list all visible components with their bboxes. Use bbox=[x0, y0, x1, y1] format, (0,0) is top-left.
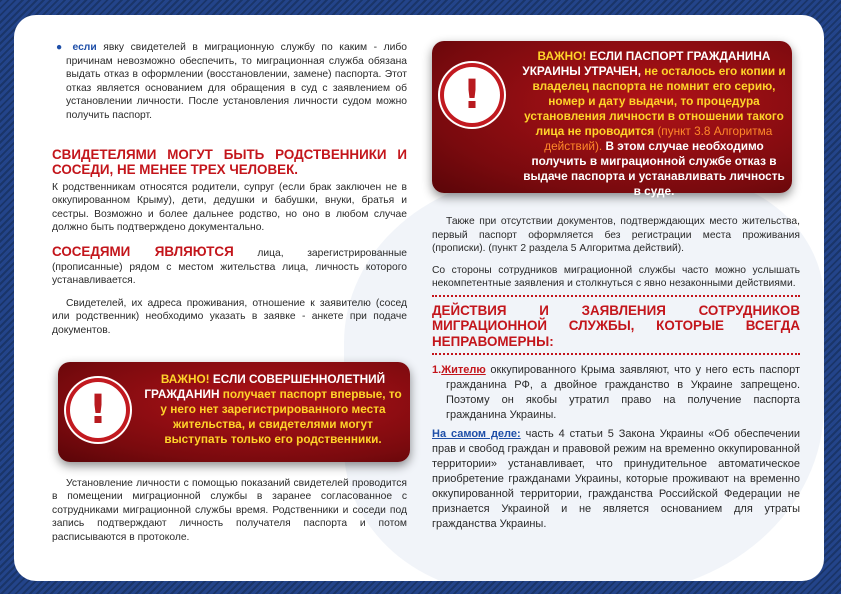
paragraph-staff: Со стороны сотрудников миграционной службы часто можно услышать некомпетентные заявления и столкнуться с явно незаконными действиями. bbox=[432, 264, 800, 290]
left-column bbox=[52, 41, 407, 544]
lead-if: если bbox=[72, 42, 97, 53]
paragraph-protocol: Установление личности с помощью показаний свидетелей проводится в помещении миграционной службы в заранее согласованное с сотрудниками миграционной службы время. Родственники и соседи под запись подтверждают личность получателя паспорта и потом расписываются в протоколе. bbox=[52, 477, 407, 543]
list-item-1 bbox=[432, 363, 800, 423]
paragraph-relatives: К родственникам относятся родители, супруг (если брак заключен не в оккупированном Крыму), дети, дедушки и бабушки, внуки, братья и сестры. Возможно и более дальнее родство, но оно в любом случае должно быть подтверждено документально. bbox=[52, 181, 407, 234]
exclamation-icon: ! bbox=[70, 382, 126, 438]
alert-adult-body: получает паспорт впервые, то у него нет зарегистрированного места жительства, и свидетелями могут выступать только его родственники. bbox=[160, 387, 402, 446]
exclamation-icon: ! bbox=[444, 67, 500, 123]
alert-lost-text bbox=[458, 49, 786, 199]
alert-lost-conclusion: В этом случае необходимо получить в миграционной службе отказ в выдаче паспорта и устанавливать личность в суде. bbox=[523, 139, 785, 198]
neighbors-lead: СОСЕДЯМИ ЯВЛЯЮТСЯ bbox=[52, 243, 234, 259]
alert-adult-subject: ЕСЛИ СОВЕРШЕННОЛЕТНИЙ ГРАЖДАНИН bbox=[144, 372, 386, 401]
bullet-icon: ● bbox=[56, 42, 66, 53]
item-text: оккупированного Крыма заявляют, что у него есть паспорт гражданина РФ, а двойное гражданство в Украине запрещено. Поэтому он якобы утратил право на получение паспорта гражданина Украины. bbox=[446, 364, 800, 422]
heading-actions: ДЕЙСТВИЯ И ЗАЯВЛЕНИЯ СОТРУДНИКОВ МИГРАЦИОННОЙ СЛУЖБЫ, КОТОРЫЕ ВСЕГДА НЕПРАВОМЕРНЫ: bbox=[432, 302, 800, 349]
heading-witnesses: СВИДЕТЕЛЯМИ МОГУТ БЫТЬ РОДСТВЕННИКИ И СОСЕДИ, НЕ МЕНЕЕ ТРЕХ ЧЕЛОВЕК. bbox=[52, 146, 407, 178]
alert-adult-text bbox=[144, 372, 402, 447]
paragraph-registration: Также при отсутствии документов, подтверждающих место жительства, первый паспорт оформляется без регистрации места проживания (прописки). (пункт 2 раздела 5 Алгоритма действий). bbox=[432, 216, 800, 255]
divider-bottom bbox=[432, 353, 800, 355]
right-column bbox=[432, 215, 800, 532]
alert-lost-reference: (пункт 3.8 Алгоритма действий). bbox=[544, 124, 773, 153]
paragraph-application: Свидетелей, их адреса проживания, отношение к заявителю (сосед или родственник) необходимо указать в заявке - анкете при подаче документов. bbox=[52, 297, 407, 336]
item-number: 1. bbox=[432, 364, 442, 377]
neighbors-text: лица, зарегистрированные (прописанные) рядом с местом жительства лица, личность которого устанавливается. bbox=[52, 247, 407, 287]
item-lead: Жителю bbox=[441, 364, 486, 377]
paragraph-neighbors bbox=[52, 244, 407, 288]
in-fact-lead: На самом деле: bbox=[432, 428, 521, 441]
alert-passport-lost bbox=[432, 41, 792, 198]
paragraph-refusal bbox=[52, 41, 407, 123]
alert-adult-important: ВАЖНО! bbox=[160, 372, 210, 386]
paragraph-in-fact bbox=[432, 427, 800, 532]
divider-top bbox=[432, 295, 800, 297]
alert-lost-subject: ЕСЛИ ПАСПОРТ ГРАЖДАНИНА УКРАИНЫ УТРАЧЕН, bbox=[522, 49, 771, 78]
alert-lost-body: не осталось его копии и владелец паспорта не помнит его серию, номер и дату выдачи, то процедура установления личности в отношении такого лица не проводится bbox=[524, 64, 786, 138]
alert-lost-important: ВАЖНО! bbox=[537, 49, 587, 63]
refusal-text: явку свидетелей в миграционную службу по каким - либо причинам невозможно обеспечить, то миграционная служба обязана выдать отказ в оформлении (восстановлении, замене) паспорта. Этот отказ является основанием для обращения в суд с заявлением об установлении личности. После установления личности судом можно получить паспорт. bbox=[66, 42, 407, 121]
alert-adult-citizen bbox=[58, 362, 410, 462]
in-fact-text: часть 4 статьи 5 Закона Украины «Об обеспечении прав и свобод граждан и правовой режим на временно оккупированной территории» устанавливает, что принудительное автоматическое приобретение гражданами Украины, которые проживают на временно оккупированной территории, гражданства Российской Федерации не признается Украиной и не является основанием для утраты гражданства Украины. bbox=[432, 428, 800, 531]
brochure-page bbox=[14, 15, 824, 581]
